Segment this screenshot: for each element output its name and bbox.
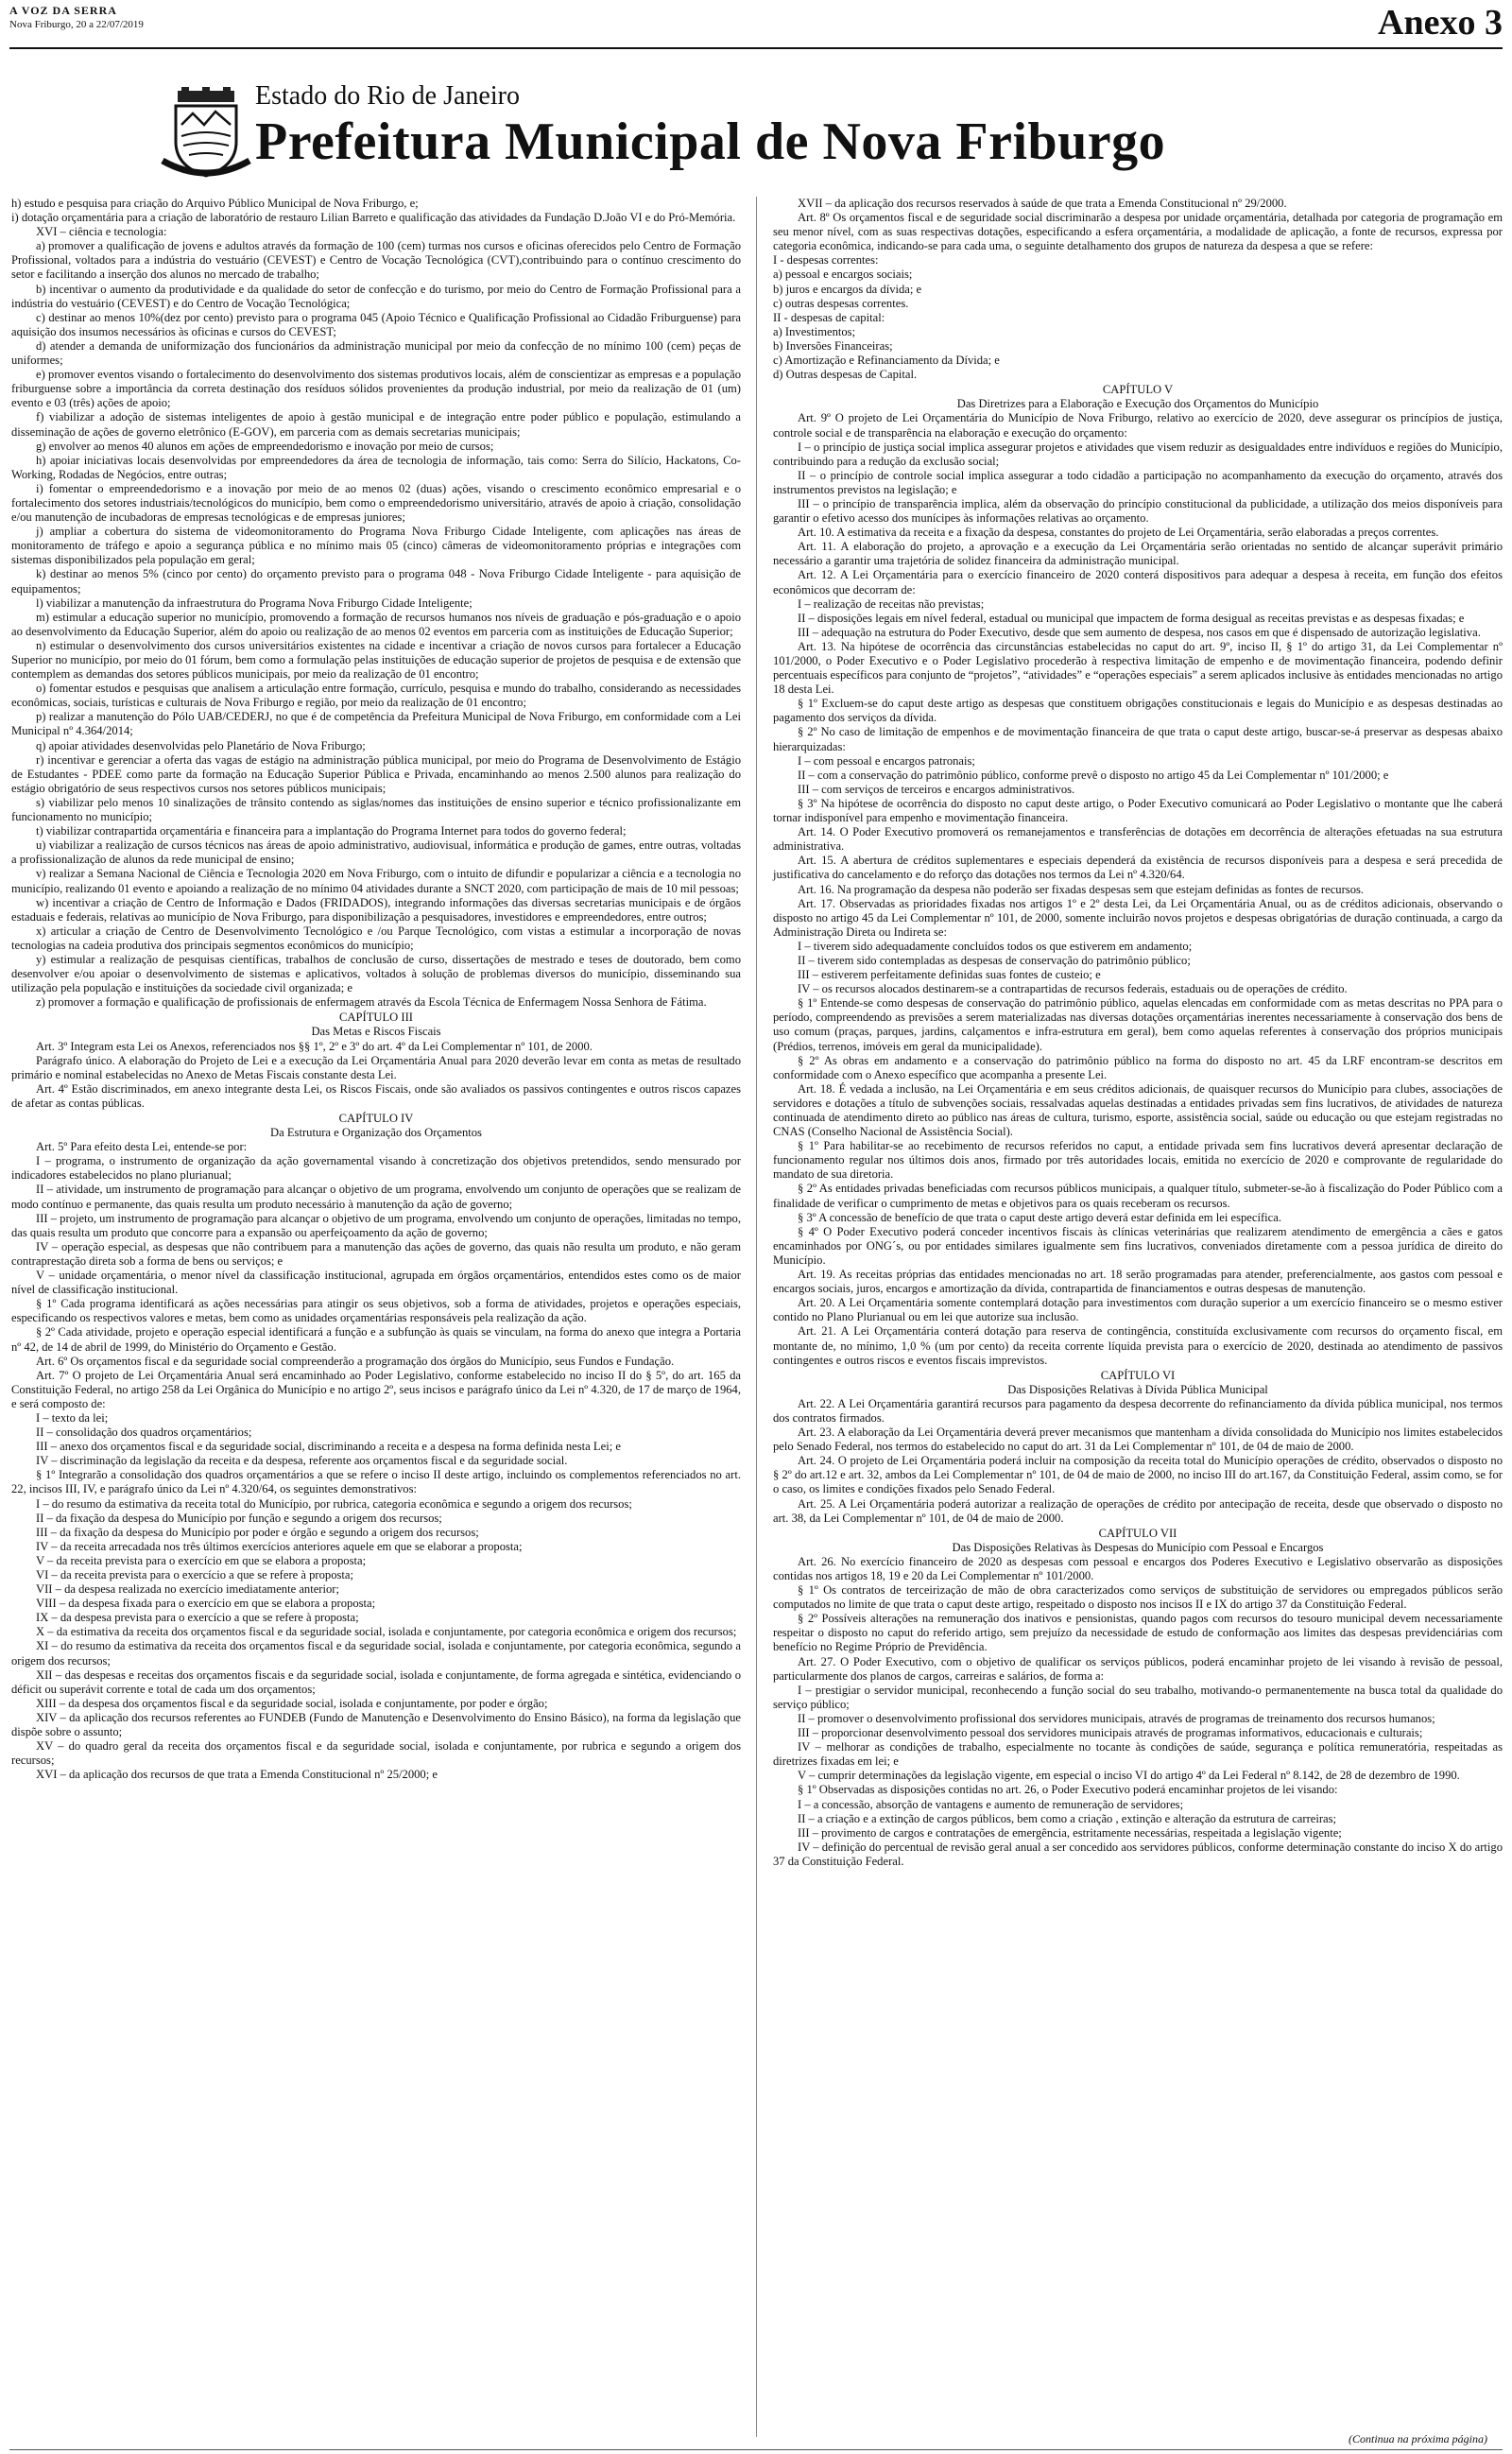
paragraph: d) Outras despesas de Capital.: [773, 368, 918, 382]
paragraph: u) viabilizar a realização de cursos técnicos nas áreas de apoio administrativo, audiovisual, informática e produção de games, entre outras, voltadas a profissionalização de alunos da rede municipal de ensino;: [11, 838, 741, 867]
paragraph: Art. 3º Integram esta Lei os Anexos, referenciados nos §§ 1º, 2º e 3º do art. 4º da Lei Complementar nº 101, de 2000.: [36, 1039, 593, 1053]
paragraph: c) outras despesas correntes.: [773, 296, 909, 310]
paragraph: i) dotação orçamentária para a criação de laboratório de restauro Lilian Barreto e qualificação das atividades da Fundação D.João VI e do Pró-Memória.: [11, 211, 736, 225]
paragraph: X – da estimativa da receita dos orçamentos fiscal e da seguridade social, isolada e conjuntamente, por categoria econômica e origem dos recursos;: [36, 1625, 737, 1639]
paragraph: p) realizar a manutenção do Pólo UAB/CEDERJ, no que é de competência da Prefeitura Municipal de Nova Friburgo, em conformidade com a Lei Municipal nº 4.364/2014;: [11, 710, 741, 738]
paragraph: II – com a conservação do patrimônio público, conforme prevê o disposto no artigo 45 da Lei Complementar nº 101/2000; e: [798, 768, 1389, 782]
paragraph: I - despesas correntes:: [773, 253, 879, 268]
paragraph: § 3º Na hipótese de ocorrência do disposto no caput deste artigo, o Poder Executivo comunicará ao Poder Legislativo o montante que lhe caberá tornar indisponível para empenho e movimentação financeira.: [773, 796, 1503, 825]
paragraph: Art. 27. O Poder Executivo, com o objetivo de qualificar os serviços públicos, poderá encaminhar projeto de lei visando à revisão de pessoal, particularmente dos planos de cargos, carreiras e salários, de forma a:: [773, 1654, 1503, 1683]
paragraph: Art. 16. Na programação da despesa não poderão ser fixadas despesas sem que estejam definidas as fontes de recursos.: [798, 882, 1365, 896]
chapter-heading: CAPÍTULO V: [1102, 383, 1174, 397]
paragraph: III – da fixação da despesa do Município por poder e órgão e segundo a origem dos recursos;: [36, 1525, 479, 1539]
paragraph: II – disposições legais em nível federal, estadual ou municipal que impactem de forma desigual as receitas previstas e as despesas fixadas; e: [798, 611, 1465, 625]
paragraph: V – cumprir determinações da legislação vigente, em especial o inciso VI do artigo 4º da Lei Federal nº 8.142, de 28 de dezembro de 1990.: [798, 1769, 1460, 1783]
paragraph: x) articular a criação de Centro de Desenvolvimento Tecnológico e /ou Parque Tecnológico, com vistas a estimular a incorporação de novas tecnologias na cadeia produtiva dos principais segmentos econômicos do município;: [11, 924, 741, 952]
chapter-subtitle: Das Diretrizes para a Elaboração e Execução dos Orçamentos do Município: [956, 397, 1319, 411]
paragraph: § 2º No caso de limitação de empenhos e de movimentação financeira de que trata o caput deste artigo, buscar-se-á preservar as despesas abaixo hierarquizadas:: [773, 725, 1503, 753]
paragraph: I – programa, o instrumento de organização da ação governamental visando à concretização dos objetivos pretendidos, sendo mensurado por indicadores estabelecidos no plano plurianual;: [11, 1154, 741, 1183]
paragraph: III – anexo dos orçamentos fiscal e da seguridade social, discriminando a receita e a despesa na forma definida nesta Lei; e: [36, 1440, 621, 1454]
paragraph: III – provimento de cargos e contratações de emergência, estritamente necessárias, respeitada a legislação vigente;: [798, 1825, 1342, 1840]
municipal-crest-icon: [161, 87, 251, 181]
paragraph: § 1º Observadas as disposições contidas no art. 26, o Poder Executivo poderá encaminhar projetos de lei visando:: [798, 1783, 1338, 1797]
paragraph: k) destinar ao menos 5% (cinco por cento) do orçamento previsto para o programa 048 - Nova Friburgo Cidade Inteligente - para aquisição de equipamentos;: [11, 567, 741, 596]
paragraph: g) envolver ao menos 40 alunos em ações de empreendedorismo e inovação por meio de cursos;: [36, 439, 494, 453]
paragraph: y) estimular a realização de pesquisas científicas, trabalhos de conclusão de curso, dissertações de mestrado e teses de doutorado, bem como desenvolver e/ou apoiar o desenvolvimento de sistemas e aplicativos, voltados à solução de problemas diversos do município, disseminando sua utilização pela população e instituições da sociedade civil organizada; e: [11, 952, 741, 995]
paragraph: § 1º Os contratos de terceirização de mão de obra caracterizados como serviços de substituição de servidores ou empregados públicos serão computados no limite de que trata o caput deste artigo, respeitado o disposto nos incisos II e IX do artigo 37 da Constituição Federal.: [773, 1583, 1503, 1612]
paragraph: a) pessoal e encargos sociais;: [773, 268, 913, 282]
paragraph: Art. 21. A Lei Orçamentária conterá dotação para reserva de contingência, constituída exclusivamente com recursos do orçamento fiscal, em montante de, no mínimo, 1,0 % (um por cento) da receita corrente líquida prevista para o exercício de 2020, destinada ao atendimento de passivos contingentes e outros riscos e eventos fiscais imprevistos.: [773, 1324, 1503, 1367]
paragraph: VIII – da despesa fixada para o exercício em que se elabora a proposta;: [36, 1597, 376, 1611]
paragraph: b) juros e encargos da dívida; e: [773, 282, 922, 296]
state-name: Estado do Rio de Janeiro: [255, 81, 520, 111]
paragraph: II – o princípio de controle social implica assegurar a todo cidadão a participação no acompanhamento da execução do orçamento, através dos instrumentos previstos na legislação; e: [773, 468, 1503, 496]
paragraph: III – estiverem perfeitamente definidas suas fontes de custeio; e: [798, 968, 1101, 982]
chapter-subtitle: Da Estrutura e Organização dos Orçamentos: [270, 1126, 482, 1140]
paragraph: n) estimular o desenvolvimento dos cursos universitários existentes na cidade e incentivar a criação de novos cursos para fortalecer a Educação Superior no município, por meio do 01 fórum, bem como a formulação pelas instituições de educação superior de projetos de pesquisa e de extensão que contemplem as demandas dos setores públicos municipais, por meio da realização de 01 encontro;: [11, 638, 741, 682]
right-column: [773, 197, 1503, 1869]
paragraph: Art. 25. A Lei Orçamentária poderá autorizar a realização de operações de crédito por antecipação de receita, desde que observado o disposto no art. 38, da Lei Complementar nº 101, de 04 de maio de 2000.: [773, 1496, 1503, 1525]
paragraph: Art. 19. As receitas próprias das entidades mencionadas no art. 18 serão programadas para atender, preferencialmente, aos gastos com pessoal e encargos sociais, juros, encargos e amortização da dívida, contrapartida de financiamentos e outras despesas de manutenção.: [773, 1268, 1503, 1296]
paragraph: II – da fixação da despesa do Município por função e segundo a origem dos recursos;: [36, 1511, 442, 1525]
edition-date: Nova Friburgo, 20 a 22/07/2019: [9, 19, 144, 30]
paragraph: § 2º As obras em andamento e a conservação do patrimônio público na forma do disposto no art. 45 da LRF encontram-se descritos em conformidade com o Anexo específico que acompanha a presente Lei.: [773, 1053, 1503, 1081]
paragraph: IV – melhorar as condições de trabalho, especialmente no tocante às condições de saúde, segurança e política remuneratória, respeitadas as diretrizes fixadas em lei; e: [773, 1740, 1503, 1769]
paragraph: XIII – da despesa dos orçamentos fiscal e da seguridade social, isolada e conjuntamente, por poder e órgão;: [36, 1696, 548, 1710]
paragraph: Art. 18. É vedada a inclusão, na Lei Orçamentária e em seus créditos adicionais, de quaisquer recursos do Município para clubes, associações de servidores e dotações a título de subvenções sociais, ressalvadas aquelas destinadas a entidades privadas sem fins lucrativos, de atividades de natureza continuada de atendimento direto ao público nas áreas de cultura, turismo, esporte, assistência social, saúde ou educação ou que estejam registradas no CNAS (Conselho Nacional de Assistência Social).: [773, 1081, 1503, 1139]
continuation-note: (Continua na próxima página): [1349, 2432, 1487, 2445]
paragraph: IV – operação especial, as despesas que não contribuem para a manutenção das ações de governo, das quais não resulta um produto, e não geram contraprestação direta sob a forma de bens ou serviços; e: [11, 1239, 741, 1268]
paragraph: II – atividade, um instrumento de programação para alcançar o objetivo de um programa, envolvendo um conjunto de operações que se realizam de modo contínuo e permanente, das quais resulta um produto necessário à manutenção da ação de governo;: [11, 1183, 741, 1211]
paragraph: v) realizar a Semana Nacional de Ciência e Tecnologia 2020 em Nova Friburgo, com o intuito de difundir e popularizar a ciência e a tecnologia no município, realizando 01 evento e apoiando a realização de no mínimo 04 atividades durante a SNCT 2020, com participação de mais de 10 mil pessoas;: [11, 867, 741, 895]
newspaper-masthead: A VOZ DA SERRA: [9, 4, 117, 17]
paragraph: m) estimular a educação superior no município, promovendo a formação de recursos humanos nos níveis de graduação e pós-graduação e o apoio ao desenvolvimento da Educação Superior, além do apoio ou realização de ao menos 02 eventos em parceria com as instituições de Educação Superior;: [11, 610, 741, 638]
chapter-subtitle: Das Metas e Riscos Fiscais: [311, 1025, 441, 1039]
paragraph: Art. 9º O projeto de Lei Orçamentária do Município de Nova Friburgo, relativo ao exercício de 2020, deve assegurar os princípios de justiça, controle social e de transparência na elaboração e execução do orçamento:: [773, 411, 1503, 440]
paragraph: V – unidade orçamentária, o menor nível da classificação institucional, agrupada em órgãos orçamentários, entendidos estes como os de maior nível de classificação institucional.: [11, 1269, 741, 1297]
paragraph: I – do resumo da estimativa da receita total do Município, por rubrica, categoria econômica e segundo a origem dos recursos;: [36, 1496, 632, 1511]
paragraph: § 2º As entidades privadas beneficiadas com recursos públicos municipais, a qualquer título, submeter-se-ão à fiscalização do Poder Público com a finalidade de verificar o cumprimento de metas e objetivos para os quais receberam os recursos.: [773, 1182, 1503, 1210]
paragraph: h) apoiar iniciativas locais desenvolvidas por empreendedores da área de tecnologia de informação, tais como: Serra do Silício, Hackatons, Co-Working, Rodadas de Negócios, entre outras;: [11, 453, 741, 481]
paragraph: e) promover eventos visando o fortalecimento do desenvolvimento dos sistemas produtivos locais, além de conscientizar as empresas e a população friburguense sobre a importância da correta destinação dos resíduos sólidos provenientes da produção industrial, por meio da realização de 01 (um) evento e 03 (três) ações de apoio;: [11, 368, 741, 410]
paragraph: r) incentivar e gerenciar a oferta das vagas de estágio na administração pública municipal, por meio do Programa de Desenvolvimento de Estágio de Estudantes - PDEE como parte da formação na Educação Superior Pública e Privada, encaminhando ao menos 2.500 alunos para realização do estágio obrigatório de seus respectivos cursos nos setores públicos municipais;: [11, 752, 741, 795]
paragraph: II – a criação e a extinção de cargos públicos, bem como a criação , extinção e alteração da estrutura de carreiras;: [798, 1811, 1337, 1825]
paragraph: XII – das despesas e receitas dos orçamentos fiscais e da seguridade social, isolada e conjuntamente, de forma agregada e sintética, evidenciando o déficit ou superávit corrente e total de cada um dos orçamentos;: [11, 1668, 741, 1696]
paragraph: § 1º Entende-se como despesas de conservação do patrimônio público, aquelas elencadas em conformidade com as metas descritas no PPA para o período, compreendendo as previsões a serem materializadas nas diversas dotações orçamentárias inerentes necessariamente à conservação dos bens de uso comum (praças, parques, jardins, calçamentos e infra-estrutura em geral), bem como aquelas referentes à conservação dos próprios municipais (Prédios, terrenos, imóveis em geral da municipalidade).: [773, 996, 1503, 1053]
page-header: [9, 4, 1503, 49]
chapter-heading: CAPÍTULO VII: [1098, 1526, 1177, 1540]
paragraph: III – projeto, um instrumento de programação para alcançar o objetivo de um programa, envolvendo um conjunto de operações, limitadas no tempo, das quais resulta um produto que concorre para a expansão ou aperfeiçoamento da ação de governo;: [11, 1211, 741, 1239]
paragraph: f) viabilizar a adoção de sistemas inteligentes de apoio à gestão municipal e de integração entre poder público e população, estimulando a disseminação de ações de governo eletrônico (E-GOV), em parceria com as demais secretarias municipais;: [11, 410, 741, 439]
paragraph: XV – do quadro geral da receita dos orçamentos fiscal e da seguridade social, isolada e conjuntamente, por rubrica e segundo a origem dos recursos;: [11, 1739, 741, 1768]
paragraph: a) promover a qualificação de jovens e adultos através da formação de 100 (cem) turmas nos cursos e oficinas oferecidos pelo Centro de Formação Profissional, voltados para a indústria do vestuário (CEVEST) e Centro de Vocação Tecnológica (CVT),contribuindo para o contínuo crescimento do setor e facilitando a inserção dos alunos no mercado de trabalho;: [11, 239, 741, 282]
paragraph: § 1º Cada programa identificará as ações necessárias para atingir os seus objetivos, sob a forma de atividades, projetos e operações especiais, especificando os respectivos valores e metas, bem como as unidades orçamentárias responsáveis pela realização da ação.: [11, 1297, 741, 1325]
paragraph: Art. 8º Os orçamentos fiscal e de seguridade social discriminarão a despesa por unidade orçamentária, detalhada por categoria de programação em seu menor nível, com as suas respectivas dotações, especificando a esfera orçamentária, a modalidade de aplicação, a fonte de recursos, expressa por categoria econômica, indicando-se para cada uma, o seguinte detalhamento dos grupos de natureza da despesa a que se refere:: [773, 211, 1503, 253]
column-divider: [756, 197, 757, 2437]
paragraph: t) viabilizar contrapartida orçamentária e financeira para a implantação do Programa Internet para todos do governo federal;: [36, 824, 627, 838]
paragraph: Art. 5º Para efeito desta Lei, entende-se por:: [36, 1140, 248, 1154]
paragraph: V – da receita prevista para o exercício em que se elabora a proposta;: [36, 1553, 367, 1567]
paragraph: § 2º Cada atividade, projeto e operação especial identificará a função e a subfunção às quais se vinculam, na forma do anexo que integra a Portaria nº 42, de 14 de abril de 1999, do Ministério do Orçamento e Gestão.: [11, 1325, 741, 1354]
paragraph: § 2º Possíveis alterações na remuneração dos inativos e pensionistas, quando pagos com recursos do tesouro municipal devem necessariamente respeitar o disposto no caput do referido artigo, sem prejuízo da necessidade de estudo de conformação aos limites das despesas previdenciárias com benefício no Regime Próprio de Previdência.: [773, 1612, 1503, 1654]
paragraph: o) fomentar estudos e pesquisas que analisem a articulação entre formação, currículo, pesquisa e mundo do trabalho, considerando as necessidades econômicas, sociais, turísticas e culturais de Nova Friburgo e região, por meio da realização de 01 encontro;: [11, 682, 741, 710]
paragraph: s) viabilizar pelo menos 10 sinalizações de trânsito contendo as siglas/nomes das instituições de ensino superior e técnico profissionalizante em funcionamento no município;: [11, 795, 741, 824]
paragraph: Art. 17. Observadas as prioridades fixadas nos artigos 1º e 2º desta Lei, da Lei Orçamentária Anual, ou as de créditos adicionais, observando o disposto no artigo 45 da Lei Complementar nº 101, de 2000, somente incluirão novos projetos e despesas obrigatórias de duração continuada, a cargo da Administração Direta ou Indireta se:: [773, 896, 1503, 939]
paragraph: XVII – da aplicação dos recursos reservados à saúde de que trata a Emenda Constitucional nº 29/2000.: [798, 197, 1287, 210]
paragraph: XVI – ciência e tecnologia:: [36, 225, 167, 239]
paragraph: IV – os recursos alocados destinarem-se a contrapartidas de recursos federais, estaduais ou de operações de crédito.: [798, 982, 1348, 996]
paragraph: w) incentivar a criação de Centro de Informação e Dados (FRIDADOS), integrando informações das diversas secretarias municipais e de órgãos estaduais e federais, relativas ao município de Nova Friburgo, para disponibilização a pesquisadores, investidores e empreendedores, entre outros;: [11, 895, 741, 924]
paragraph: c) Amortização e Refinanciamento da Dívida; e: [773, 354, 1000, 368]
paragraph: I – realização de receitas não previstas;: [798, 596, 985, 611]
paragraph: III – proporcionar desenvolvimento pessoal dos servidores municipais através de programas informativos, educacionais e culturais;: [798, 1726, 1423, 1740]
paragraph: § 4º O Poder Executivo poderá conceder incentivos fiscais às clínicas veterinárias que realizarem atendimento de emergência a cães e gatos encaminhados por ONG´s, ou por entidades similares igualmente sem fins lucrativos, conveniados diretamente com a pessoa jurídica de direito do Município.: [773, 1224, 1503, 1267]
paragraph: Art. 15. A abertura de créditos suplementares e especiais dependerá da existência de recursos disponíveis para a despesa e será precedida de justificativa do cancelamento e do reforço das dotações nos termos da Lei nº 4.320/64.: [773, 854, 1503, 882]
paragraph: VI – da receita prevista para o exercício a que se refere à proposta;: [36, 1568, 354, 1581]
paragraph: Art. 6º Os orçamentos fiscal e da seguridade social compreenderão a programação dos órgãos do Município, seus Fundos e Fundação.: [36, 1354, 675, 1368]
paragraph: Art. 14. O Poder Executivo promoverá os remanejamentos e transferências de dotações em decorrência de alterações efetuadas na sua estrutura administrativa.: [773, 825, 1503, 854]
chapter-heading: CAPÍTULO IV: [338, 1112, 414, 1125]
paragraph: II – tiverem sido contempladas as despesas de conservação do patrimônio público;: [798, 953, 1191, 967]
paragraph: § 1º Para habilitar-se ao recebimento de recursos referidos no caput, a entidade privada sem fins lucrativos deverá apresentar declaração de funcionamento regular nos últimos dois anos, firmado por três autoridades locais, emitida no exercício de 2020 e comprovante de regularidade do mandato de sua diretoria.: [773, 1139, 1503, 1182]
paragraph: b) incentivar o aumento da produtividade e da qualidade do setor de confecção e do turismo, por meio do Centro de Formação Profissional para a indústria do vestuário (CEVEST) e do Centro de Vocação Tecnológica;: [11, 282, 741, 310]
chapter-subtitle: Das Disposições Relativas à Dívida Pública Municipal: [1007, 1382, 1268, 1396]
paragraph: III – adequação na estrutura do Poder Executivo, desde que sem aumento de despesa, nos casos em que é dispensado de autorização legislativa.: [798, 625, 1481, 639]
paragraph: § 1º Integrarão a consolidação dos quadros orçamentários a que se refere o inciso II deste artigo, incluindo os complementos referenciados no art. 22, incisos III, IV, e parágrafo único da Lei nº 4.320/64, os seguintes demonstrativos:: [11, 1468, 741, 1496]
paragraph: IV – definição do percentual de revisão geral anual a ser concedido aos servidores públicos, conforme determinação constante do inciso X do artigo 37 da Constituição Federal.: [773, 1840, 1503, 1868]
paragraph: § 1º Excluem-se do caput deste artigo as despesas que constituem obrigações constitucionais e legais do Município e as despesas destinadas ao pagamento dos serviços da dívida.: [773, 697, 1503, 725]
paragraph: i) fomentar o empreendedorismo e a inovação por meio de ao menos 02 (duas) ações, visando o crescimento econômico empresarial e o fortalecimento dos setores industriais/tecnológicos do município, bem como o empreendedorismo universitário, através de apoio à criação, consolidação e/ou manutenção de incubadoras de empresas tecnológicas e de empresas juniores;: [11, 481, 741, 525]
paragraph: b) Inversões Financeiras;: [773, 338, 893, 353]
paragraph: I – o princípio de justiça social implica assegurar projetos e atividades que visem reduzir as desigualdades entre indivíduos e regiões do Município, contribuindo para a redução da exclusão social;: [773, 440, 1503, 468]
paragraph: IV – discriminação da legislação da receita e da despesa, referente aos orçamentos fiscal e da seguridade social.: [36, 1454, 568, 1468]
paragraph: Art. 20. A Lei Orçamentária somente contemplará dotação para investimentos com duração superior a um exercício financeiro se o mesmo estiver contido no Plano Plurianual ou em lei que autorize sua inclusão.: [773, 1296, 1503, 1324]
paragraph: I – tiverem sido adequadamente concluídos todos os que estiverem em andamento;: [798, 939, 1193, 953]
paragraph: Art. 4º Estão discriminados, em anexo integrante desta Lei, os Riscos Fiscais, onde são avaliados os passivos contingentes e outros riscos capazes de afetar as contas públicas.: [11, 1081, 741, 1110]
paragraph: l) viabilizar a manutenção da infraestrutura do Programa Nova Friburgo Cidade Inteligente;: [36, 596, 472, 610]
bottom-rule: [9, 2449, 1503, 2450]
paragraph: Art. 22. A Lei Orçamentária garantirá recursos para pagamento da despesa decorrente do refinanciamento da dívida pública municipal, nos termos dos contratos firmados.: [773, 1396, 1503, 1425]
chapter-heading: CAPÍTULO III: [339, 1011, 413, 1025]
paragraph: c) destinar ao menos 10%(dez por cento) previsto para o programa 045 (Apoio Técnico e Qualificação Profissional ao Cidadão Friburguense) para aquisição dos insumos necessários às oficinas e cursos do CEVEST;: [11, 310, 741, 338]
paragraph: d) atender a demanda de uniformização dos funcionários da administração municipal por meio da confecção de no mínimo 100 (cem) peças de uniformes;: [11, 338, 741, 368]
paragraph: Parágrafo único. A elaboração do Projeto de Lei e a execução da Lei Orçamentária Anual para 2020 deverão levar em conta as metas de resultado primário e nominal estabelecidas no Anexo de Metas Fiscais constante desta Lei.: [11, 1053, 741, 1081]
paragraph: II - despesas de capital:: [773, 310, 885, 324]
paragraph: III – o princípio de transparência implica, além da observação do princípio constitucional da publicidade, a utilização dos meios disponíveis para garantir o efetivo acesso dos munícipes às informações relativas ao orçamento.: [773, 496, 1503, 526]
paragraph: z) promover a formação e qualificação de profissionais de enfermagem através da Escola Técnica de Enfermagem Nossa Senhora de Fátima.: [36, 995, 707, 1010]
paragraph: III – com serviços de terceiros e encargos administrativos.: [798, 782, 1075, 796]
paragraph: II – consolidação dos quadros orçamentários;: [36, 1426, 252, 1440]
paragraph: XVI – da aplicação dos recursos de que trata a Emenda Constitucional nº 25/2000; e: [36, 1768, 438, 1782]
paragraph: § 3º A concessão de benefício de que trata o caput deste artigo deverá estar definida em lei específica.: [798, 1210, 1281, 1224]
paragraph: a) Investimentos;: [773, 324, 856, 338]
paragraph: I – com pessoal e encargos patronais;: [798, 753, 975, 768]
left-column: [11, 197, 741, 1782]
paragraph: Art. 23. A elaboração da Lei Orçamentária deverá prever mecanismos que mantenham a dívida consolidada do Município nos limites estabelecidos pelo Senado Federal, nos termos do estabelecido no caput do art. 31 da Lei Complementar nº 101, de 04 de maio de 2000.: [773, 1426, 1503, 1454]
paragraph: h) estudo e pesquisa para criação do Arquivo Público Municipal de Nova Friburgo, e;: [11, 197, 419, 210]
paragraph: VII – da despesa realizada no exercício imediatamente anterior;: [36, 1582, 339, 1597]
paragraph: Art. 12. A Lei Orçamentária para o exercício financeiro de 2020 conterá dispositivos para adequar a despesa à receita, em função dos efeitos econômicos que decorram de:: [773, 568, 1503, 596]
paragraph: IX – da despesa prevista para o exercício a que se refere à proposta;: [36, 1611, 359, 1625]
paragraph: I – prestigiar o servidor municipal, reconhecendo a função social do seu trabalho, motivando-o permanentemente na busca total da qualidade do serviço público;: [773, 1683, 1503, 1711]
paragraph: Art. 11. A elaboração do projeto, a aprovação e a execução da Lei Orçamentária serão orientadas no sentido de alcançar superávit primário necessário a garantir uma trajetória de solidez financeira da administração municipal.: [773, 540, 1503, 568]
paragraph: Art. 26. No exercício financeiro de 2020 as despesas com pessoal e encargos dos Poderes Executivo e Legislativo observarão as disposições contidas nos artigos 18, 19 e 20 da Lei Complementar nº 101/2000.: [773, 1554, 1503, 1582]
chapter-heading: CAPÍTULO VI: [1100, 1368, 1176, 1382]
paragraph: I – a concessão, absorção de vantagens e aumento de remuneração de servidores;: [798, 1797, 1184, 1811]
annex-label: Anexo 3: [1378, 3, 1503, 43]
paragraph: XIV – da aplicação dos recursos referentes ao FUNDEB (Fundo de Manutenção e Desenvolvimento do Ensino Básico), na forma da legislação que dispõe sobre o assunto;: [11, 1710, 741, 1739]
paragraph: I – texto da lei;: [36, 1410, 109, 1425]
paragraph: XI – do resumo da estimativa da receita dos orçamentos fiscal e da seguridade social, isolada e conjuntamente, por categoria econômica, segundo a origem dos recursos;: [11, 1639, 741, 1668]
paragraph: Art. 13. Na hipótese de ocorrência das circunstâncias estabelecidas no caput do art. 9º, inciso II, § 1º do artigo 31, da Lei Complementar nº 101/2000, o Poder Executivo e o Poder Legislativo procederão à respectiva limitação de empenho e de movimentação financeira, podendo definir percentuais específicos para conjunto de “projetos”, “atividades” e “operações especiais” a serem aplicados inclusive às entidades mencionadas no artigo 18 desta Lei.: [773, 639, 1503, 697]
chapter-subtitle: Das Disposições Relativas às Despesas do Município com Pessoal e Encargos: [952, 1540, 1324, 1554]
paragraph: Art. 24. O projeto de Lei Orçamentária poderá incluir na composição da receita total do Município operações de crédito, observados o disposto no § 2º do art.12 e art. 32, ambos da Lei Complementar nº 101, de 04 de maio de 2000, no inciso III do art.167, da Constituição Federal, assim como, se for o caso, os limites e condições fixados pelo Senado Federal.: [773, 1454, 1503, 1496]
paragraph: II – promover o desenvolvimento profissional dos servidores municipais, através de programas de treinamento dos recursos humanos;: [798, 1711, 1435, 1725]
paragraph: Art. 10. A estimativa da receita e a fixação da despesa, constantes do projeto de Lei Orçamentária, serão elaboradas a preços correntes.: [798, 526, 1439, 540]
paragraph: IV – da receita arrecadada nos três últimos exercícios anteriores aquele em que se elaborar a proposta;: [36, 1539, 523, 1553]
paragraph: Art. 7º O projeto de Lei Orçamentária Anual será encaminhado ao Poder Legislativo, conforme estabelecido no inciso II do § 5º, do art. 165 da Constituição Federal, no artigo 258 da Lei Orgânica do Município e no artigo 2º, seus incisos e parágrafo único da Lei nº 4.320, de 17 de março de 1964, e será composto de:: [11, 1368, 741, 1410]
paragraph: q) apoiar atividades desenvolvidas pelo Planetário de Nova Friburgo;: [36, 738, 366, 752]
paragraph: j) ampliar a cobertura do sistema de videomonitoramento do Programa Nova Friburgo Cidade Inteligente, com aplicações nas áreas de monitoramento de tráfego e apoio a segurança pública e no mínimo mais 05 (cinco) câmeras de videomonitoramento próprias e integrações com sistemas disponibilizados pela população em geral;: [11, 525, 741, 567]
city-hall-title: Prefeitura Municipal de Nova Friburgo: [255, 112, 1166, 171]
